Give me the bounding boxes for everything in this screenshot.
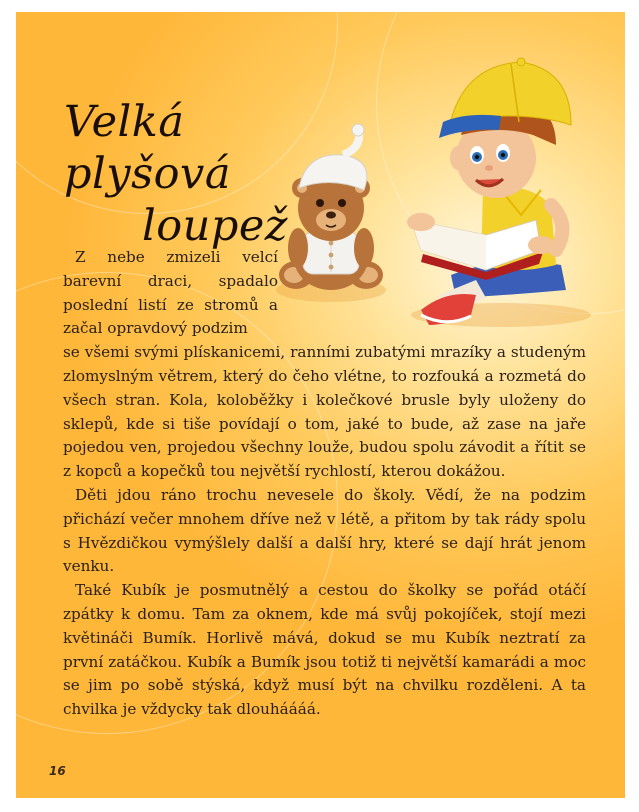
book-page [16, 12, 625, 798]
paragraph-1-continuation: se všemi svými plískanicemi, ranními zubatými mrazíky a studeným zlomyslným větrem, který do čeho vlétne, to rozfouká a rozmetá do všech stran. Kola, koloběžky i kolečkové brusle byly uloženy do sklepů, kde si tiše povídají o tom, jaké to bude, až zase na jaře pojedou ven, projedou všechny louže, budou spolu závodit a řítit se z kopců a kopečků tou největší rychlostí, kterou dokážou. [63, 343, 586, 481]
paragraph-1-intro: Z nebe zmizeli velcí barevní draci, spadalo poslední listí ze stromů a začal opravdový podzim [63, 248, 278, 338]
paragraph-3: Také Kubík je posmutnělý a cestou do školky se pořád otáčí zpátky k domu. Tam za oknem, kde má svůj pokojíček, stojí mezi květináči Bumík. Horlivě mává, dokud se mu Kubík neztratí za první zatáčkou. Kubík a Bumík jsou totiž ti největší kamarádi a moc se jim po sobě stýská, když musí být na chvilku rozděleni. A ta chvilka je vždycky tak dlouháááá. [63, 581, 586, 719]
title-line-2: loupež [142, 201, 288, 251]
story-text [63, 246, 586, 722]
page-number: 16 [49, 764, 66, 778]
title-line-1: Velká plyšová [64, 97, 231, 199]
paragraph-2: Děti jdou ráno trochu nevesele do školy. Vědí, že na podzim přichází večer mnohem dříve než v létě, a přitom by tak rády spolu s Hvězdičkou vymýšlely další a další hry, které se dají hrát jenom venku. [63, 485, 586, 576]
